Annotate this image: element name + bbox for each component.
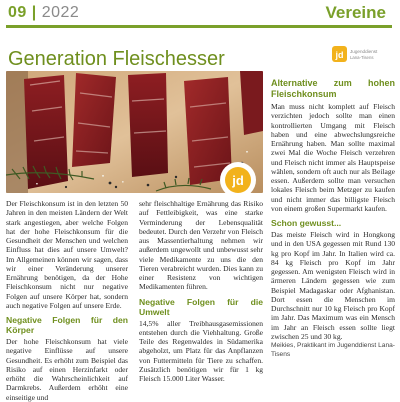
column-2	[139, 199, 263, 383]
heading-schon-gewusst: Schon gewusst...	[271, 218, 342, 228]
column-3	[271, 78, 395, 360]
issue-year: 2022	[41, 4, 80, 21]
section-title: Vereine	[325, 3, 386, 22]
badge-text: jd	[232, 173, 244, 188]
intro-paragraph: Der Fleischkonsum ist in den letzten 50 Jahren in den meisten Ländern der Welt stark angestiegen, aber welche Folgen hat der hohe Fleischkonsum für die Gesundheit der Menschen und welchen Einfluss hat dies auf unsere Umwelt? Im Allgemeinen können wir sagen, dass wir einer Veränderung unserer Ernährung benötigen, da der Hohe Fleischkonsum nicht nur negative Folgen auf unsere Körper hat, sondern auch negative Folgen auf unsere Erde.	[6, 199, 128, 310]
heading-koerper: Negative Folgen für den Körper	[6, 315, 128, 335]
umwelt-paragraph: 14,5% aller Treibhausgasemissionen entstehen durch die Viehhaltung. Große Teile des Regenwaldes in Südamerika abgeholzt, um Platz für das Anpflanzen von Futtermitteln für Tiere zu schaffen. Zusätzlich benötigen wir für 1 kg Fleisch 15.000 Liter Wasser.	[139, 318, 263, 383]
schon-gewusst-paragraph: Das meiste Fleisch wird in Hongkong und in den USA gegessen mit Rund 130 kg pro Kopf im Jahr. In Italien wird ca. 84 kg Fleisch pro Kopf im Jahr gegessen. Am wenigsten Fleisch wird in ärmeren Ländern gegessen wie zum Beispiel Madagaskar oder Afghanistan. Dort essen die Menschen im Durchschnitt nur 10 kg Fleisch pro Kopf im Jahr. Das Maximum was ein Mensch im Jahr an Fleisch essen sollte liegt zwischen 25 und 30 kg.	[271, 230, 395, 341]
column-1	[6, 199, 128, 402]
author-credit: Meikies, Praktikant im Jugenddienst Lana-Tisens	[271, 342, 395, 359]
koerper-paragraph: Der hohe Fleischkonsum hat viele negative Einflüsse auf unsere Gesundheit. Es erhöht zum Beispiel das Risiko auf einen Herzinfarkt oder erhöht die Wahrscheinlichkeit auf Darmkrebs. Außerdem erhöht eine einseitige und	[6, 337, 128, 402]
heading-alternative: Alternative zum hohen Fleischkonsum	[271, 78, 395, 99]
jd-badge	[219, 161, 257, 199]
alternative-paragraph: Man muss nicht komplett auf Fleisch verzichten jedoch sollte man einen kontrollierten Umgang mit Fleisch haben und eine abwechslungsreiche Ernährung haben. Man sollte maximal zwei Mal die Woche Fleisch verzehren und Fleisch nicht immer als Hauptspeise wählen, sondern oft auch nur als Beilage essen. Außerdem sollte man versuchen lokales Fleisch beim Metzger zu kaufen und nicht immer das billigste Fleisch von einem großen Supermarkt kaufen.	[271, 102, 395, 213]
logo-line2: Lana-Tisens	[350, 55, 374, 60]
koerper-continued-paragraph: sehr fleischhaltige Ernährung das Risiko auf Fettleibigkeit, was eine starke Verminderung der Lebensqualität bedeutet. Durch den Verzehr von Fleisch aus Massentierhaltung nehmen wir außerdem ungewollt und unbewusst sehr viele Medikamente zu uns die den Tieren verabreicht wurden. Dies kann zu einer Resistenz von wichtigen Medikamenten führen.	[139, 199, 263, 292]
jugenddienst-logo	[332, 44, 392, 66]
issue-label	[8, 4, 79, 22]
issue-number: 09	[8, 4, 27, 21]
article-title: Generation Fleischesser	[8, 48, 225, 70]
logo-line1: Jugenddienst	[350, 49, 378, 54]
header-rule	[6, 25, 392, 28]
heading-umwelt: Negative Folgen für die Umwelt	[139, 296, 263, 317]
steak-5	[240, 71, 263, 135]
issue-separator: |	[31, 4, 37, 21]
logo-mark-text: jd	[335, 50, 344, 60]
steak-3	[128, 73, 168, 177]
steak-2	[72, 73, 116, 167]
